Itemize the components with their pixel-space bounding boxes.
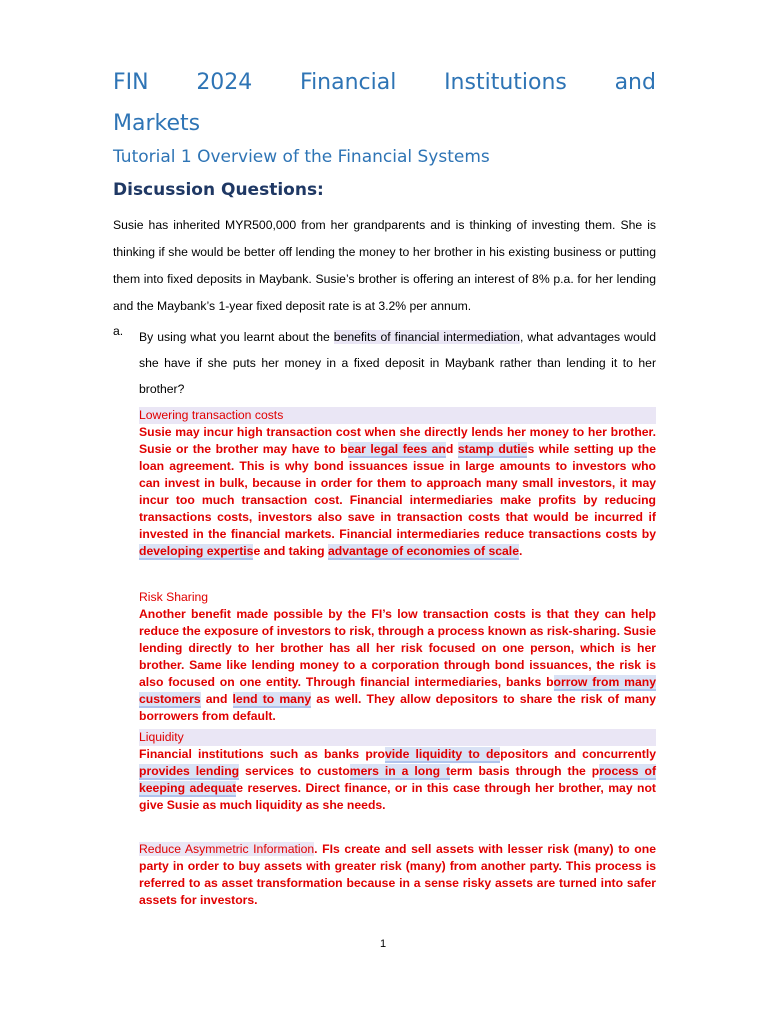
answer-text: e reserves. Direct finance, or in this case through her brother, may not give Susie as much liquidity as she needs.	[139, 781, 656, 812]
answer-text: Financial institutions such as banks pro	[139, 747, 385, 761]
answer-text: positors and concurrently	[500, 747, 656, 761]
intro-paragraph: Susie has inherited MYR500,000 from her grandparents and is thinking of investing them. She is thinking if she would be better off lending the money to her brother in his existing business or putting them into fixed deposits in Maybank. Susie’s brother is offering an interest of 8% p.a. for her lending and the Maybank’s 1-year fixed deposit rate is at 3.2% per annum.	[113, 218, 656, 313]
answer-heading: Reduce Asymmetric Information	[139, 842, 315, 856]
highlight: orrow from many customers	[139, 675, 656, 706]
highlight: lend to many	[232, 692, 312, 706]
highlight: developing expertis	[139, 544, 254, 558]
answer-text: as well. They allow depositors to share the risk of many borrowers from default.	[139, 692, 656, 723]
answer-text: e and taking	[253, 544, 328, 558]
answer-text: Susie may incur high transaction cost when she directly lends her money to her brother. Susie or the brother may have to b	[139, 425, 656, 456]
document-title	[113, 62, 656, 144]
highlight: vide liquidity to de	[384, 747, 501, 761]
title-word: Financial	[300, 70, 397, 95]
highlight: advantage of economies of scale	[327, 544, 519, 558]
answer-text: Another benefit made possible by the FI’s low transaction costs is that they can help reduce the exposure of investors to risk, through a process known as risk-sharing. Susie lending directly to her brother has all her risk focused on one person, which is her brother. Same like lending money to a corporation through bond issuances, the risk is also focused on one entity. Through financial intermediaries, banks b	[139, 607, 656, 689]
title-word: and	[614, 70, 656, 95]
question-text	[139, 324, 656, 402]
answer-heading: Risk Sharing	[139, 590, 209, 604]
highlight: mers in a long t	[349, 764, 451, 778]
title-word: 2024	[196, 70, 253, 95]
highlight: provides lending	[139, 764, 240, 778]
answer-heading: Lowering transaction costs	[139, 407, 656, 424]
tutorial-subtitle: Tutorial 1 Overview of the Financial Systems	[113, 147, 490, 167]
title-word: FIN	[113, 70, 149, 95]
answer-text: and	[200, 692, 233, 706]
answer-risk-sharing	[139, 589, 656, 725]
question-text-part: , what advantages would she have if she puts her money in a fixed deposit in Maybank rather than lending it to her brother?	[139, 330, 657, 396]
answer-heading: Liquidity	[139, 729, 656, 746]
answer-text: .	[518, 544, 523, 558]
page-number: 1	[380, 938, 387, 950]
title-line-1	[113, 62, 656, 103]
answer-text: erm basis through the p	[450, 764, 600, 778]
highlight: benefits of financial intermediation	[333, 330, 520, 344]
highlight: ear legal fees an	[347, 442, 446, 456]
answer-text: s while setting up the loan agreement. This is why bond issuances issue in large amounts to investors who can invest in bulk, because in order for them to approach many small investors, it may incur too much transaction cost. Financial intermediaries make profits by reducing transactions costs, investors also save in transaction costs that would be incurred if invested in the financial markets. Financial intermediaries reduce transactions costs by	[139, 442, 656, 541]
answer-text: d	[445, 442, 458, 456]
answer-asymmetric-information	[139, 841, 656, 909]
question-label: a.	[113, 324, 124, 338]
answer-liquidity	[139, 729, 656, 814]
highlight: stamp dutie	[457, 442, 528, 456]
answer-text: services to custo	[239, 764, 350, 778]
highlight: rocess of keeping adequat	[139, 764, 657, 795]
section-heading: Discussion Questions:	[113, 180, 324, 200]
question-text-part: By using what you learnt about the	[139, 330, 334, 344]
title-line-2: Markets	[113, 111, 201, 136]
title-word: Institutions	[444, 70, 567, 95]
answer-transaction-costs	[139, 407, 656, 560]
answer-text: . FIs create and sell assets with lesser risk (many) to one party in order to buy assets with greater risk (many) from another party. This process is referred to as asset transformation because in a sense risky assets are turned into safer assets for investors.	[139, 842, 656, 907]
